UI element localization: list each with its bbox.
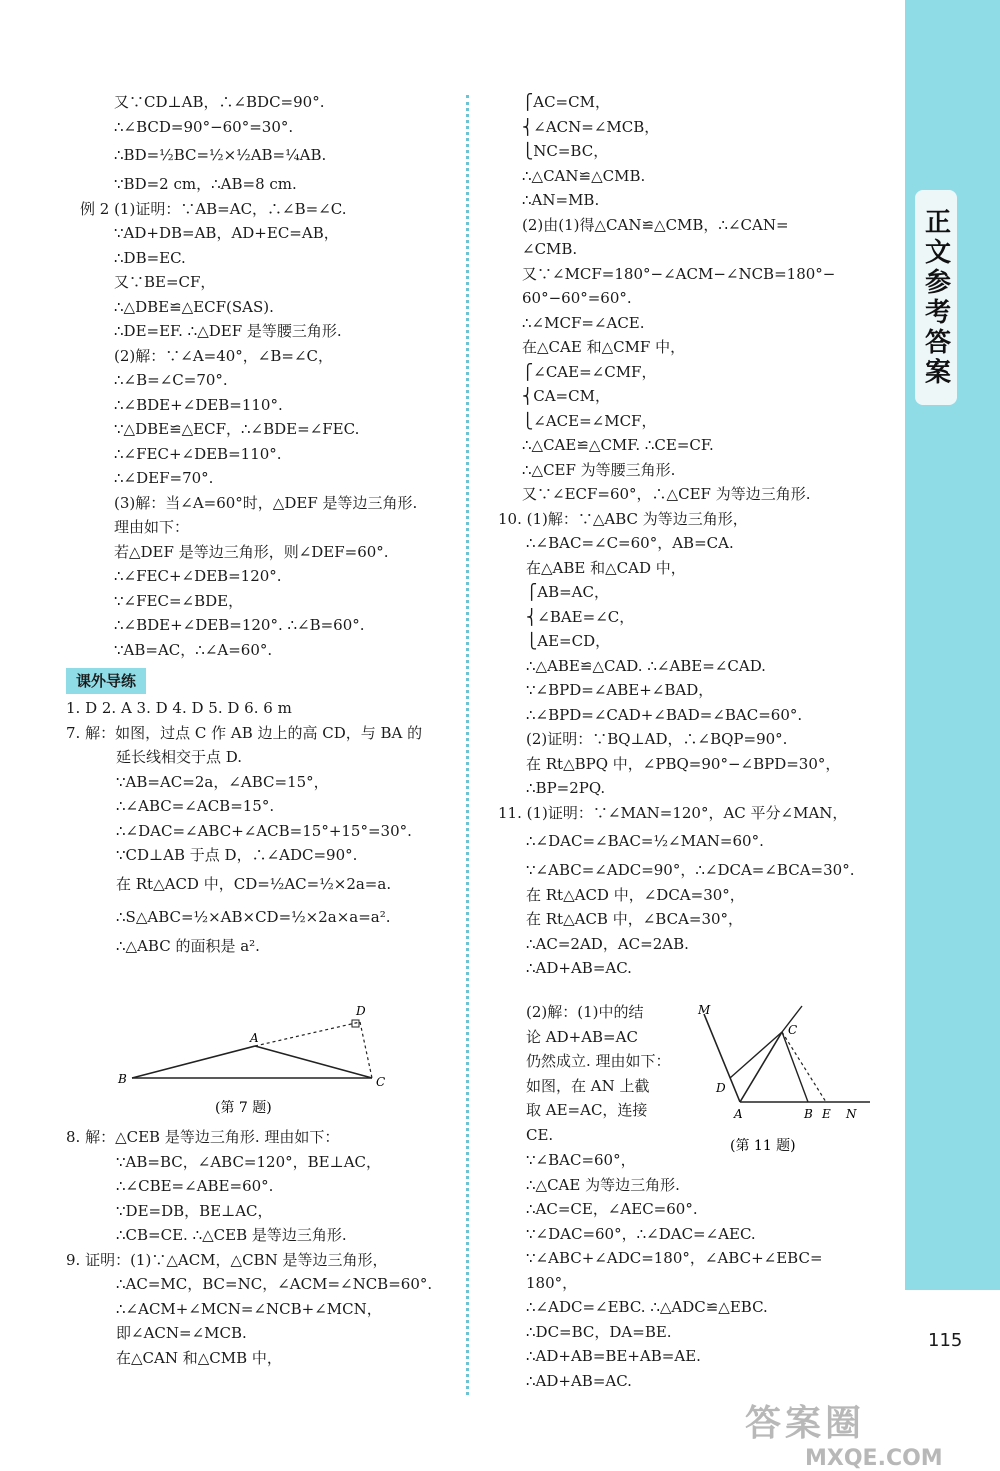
label-B: B xyxy=(118,1072,127,1086)
text-line: CE. xyxy=(526,1125,554,1144)
text-line: ∴AD+AB=AC. xyxy=(526,959,632,977)
text-line: ∴△DBE≌△ECF(SAS). xyxy=(114,297,274,316)
text-line: ∴∠MCF=∠ACE. xyxy=(522,313,645,332)
text-line: 在 Rt△ACB 中，∠BCA=30°， xyxy=(526,910,744,928)
figure-11-diagram xyxy=(690,1000,880,1160)
label-A: A xyxy=(734,1107,743,1121)
text-line: 又∵BE=CF， xyxy=(114,273,216,291)
text-line: 在 Rt△BPQ 中，∠PBQ=90°−∠BPD=30°， xyxy=(526,754,841,773)
text-line: ⎩∠ACE=∠MCF， xyxy=(522,411,657,430)
watermark-logo xyxy=(745,1395,995,1471)
figure-11 xyxy=(690,1000,880,1160)
page-number: 115 xyxy=(928,1330,963,1351)
segment-BA xyxy=(132,1046,255,1078)
column-divider xyxy=(466,95,469,1395)
text-line: 7. 解：如图，过点 C 作 AB 边上的高 CD，与 BA 的 xyxy=(66,723,423,742)
text-line: ⎧AC=CM， xyxy=(522,93,610,111)
text-line: 在 Rt△ACD 中，CD=½AC=½×2a=a. xyxy=(116,874,392,893)
label-B: B xyxy=(804,1107,813,1121)
text-line: ∴∠DAC=∠ABC+∠ACB=15°+15°=30°. xyxy=(116,821,412,840)
text-line: ∴AD+AB=AC. xyxy=(526,1371,632,1390)
text-line: ∴DE=EF. ∴△DEF 是等腰三角形. xyxy=(114,322,342,340)
text-line: ∴∠FEC+∠DEB=110°. xyxy=(114,444,282,463)
text-line: ∴△ABE≌△CAD. ∴∠ABE=∠CAD. xyxy=(526,656,766,675)
segment-CB xyxy=(782,1032,808,1102)
text-line: ∵BD=2 cm，∴AB=8 cm. xyxy=(114,175,297,193)
text-line: ∠CMB. xyxy=(522,240,578,258)
text-line: ∴△CAE 为等边三角形. xyxy=(526,1175,680,1194)
text-line: ∵∠ABC+∠ADC=180°，∠ABC+∠EBC= xyxy=(526,1249,823,1267)
text-line: ∵DE=DB，BE⊥AC， xyxy=(116,1201,273,1220)
segment-DC xyxy=(360,1022,372,1078)
text-line: ∴△CAE≌△CMF. ∴CE=CF. xyxy=(522,436,714,454)
text-line: ∴AC=2AD，AC=2AB. xyxy=(526,934,689,953)
text-line: ⎩AE=CD， xyxy=(526,632,611,650)
text-line: (3)解：当∠A=60°时，△DEF 是等边三角形. xyxy=(114,493,418,512)
text-line: ∴∠BDE+∠DEB=110°. xyxy=(114,395,283,414)
text-line: ∴CB=CE. ∴△CEB 是等边三角形. xyxy=(116,1226,347,1244)
sidebar-tab xyxy=(915,190,957,405)
text-line: ∴∠BPD=∠CAD+∠BAD=∠BAC=60°. xyxy=(526,705,803,724)
text-line: ∵∠ABC=∠ADC=90°，∴∠DCA=∠BCA=30°. xyxy=(526,861,855,879)
right-column-a xyxy=(498,90,898,981)
text-line: 仍然成立. 理由如下： xyxy=(526,1052,671,1070)
text-line: 在△ABE 和△CAD 中， xyxy=(526,558,686,577)
text-line: ∴AD+AB=BE+AB=AE. xyxy=(526,1347,701,1365)
label-E: E xyxy=(822,1107,831,1121)
text-line: ∴△ABC 的面积是 a². xyxy=(116,936,260,955)
text-line: 10. (1)解：∵△ABC 为等边三角形， xyxy=(498,509,748,528)
text-line: ⎧∠CAE=∠CMF， xyxy=(522,362,657,381)
figure-7 xyxy=(110,1000,400,1120)
text-line: ∴∠CBE=∠ABE=60°. xyxy=(116,1177,274,1195)
text-line: ∴∠DAC=∠BAC=½∠MAN=60°. xyxy=(526,832,764,850)
segment-AC xyxy=(255,1046,372,1078)
text-line: ⎨∠BAE=∠C， xyxy=(526,607,635,626)
label-M: M xyxy=(698,1003,711,1017)
text-line: 在△CAN 和△CMB 中， xyxy=(116,1348,282,1367)
label-N: N xyxy=(846,1107,857,1121)
right-column-c xyxy=(498,1148,898,1393)
figure-7-caption: (第 7 题) xyxy=(215,1100,272,1116)
text-line: ∵∠FEC=∠BDE， xyxy=(114,591,244,610)
text-line: ∴S△ABC=½×AB×CD=½×2a×a=a². xyxy=(116,907,391,926)
text-line: 又∵CD⊥AB，∴∠BDC=90°. xyxy=(114,93,325,111)
text-line: ∴BP=2PQ. xyxy=(526,779,606,797)
text-line: ∵△DBE≌△ECF，∴∠BDE=∠FEC. xyxy=(114,420,360,438)
left-bottom-block-b xyxy=(66,1125,456,1370)
right-column-b xyxy=(498,1000,688,1147)
text-line: (2)证明：∵BQ⊥AD，∴∠BQP=90°. xyxy=(526,730,788,748)
text-line: ∴DC=BC，DA=BE. xyxy=(526,1322,672,1341)
text-line: 若△DEF 是等边三角形，则∠DEF=60°. xyxy=(114,542,389,561)
text-line: ∴∠B=∠C=70°. xyxy=(114,371,228,389)
section-heading: 课外导练 xyxy=(66,668,146,694)
text-line: 在 Rt△ACD 中，∠DCA=30°， xyxy=(526,885,745,904)
label-C: C xyxy=(788,1023,798,1037)
text-line: 60°−60°=60°. xyxy=(522,289,632,307)
text-line: 论 AD+AB=AC xyxy=(526,1027,638,1046)
sidebar-label: 正文参考答案 xyxy=(920,207,951,388)
left-bottom-block-a xyxy=(66,696,456,958)
text-line: ∴∠BCD=90°−60°=30°. xyxy=(114,117,294,136)
text-line: ∴∠ACM+∠MCN=∠NCB+∠MCN， xyxy=(116,1299,382,1318)
text-line: ∵∠DAC=60°，∴∠DAC=∠AEC. xyxy=(526,1224,756,1243)
text-line: ∴△CAN≌△CMB. xyxy=(522,166,646,185)
text-line: 又∵∠ECF=60°，∴△CEF 为等边三角形. xyxy=(522,485,811,503)
left-top-block xyxy=(66,90,456,662)
text-line: ∴AC=MC，BC=NC，∠ACM=∠NCB=60°. xyxy=(116,1275,433,1293)
text-line: ∴∠BDE+∠DEB=120°. ∴∠B=60°. xyxy=(114,616,365,634)
text-line: ∵AB=AC=2a，∠ABC=15°， xyxy=(116,772,329,791)
text-line: ∴AN=MB. xyxy=(522,191,600,209)
text-line: 如图，在 AN 上截 xyxy=(526,1076,650,1095)
text-line: 8. 解：△CEB 是等边三角形. 理由如下： xyxy=(66,1128,340,1146)
text-line: 延长线相交于点 D. xyxy=(116,748,243,766)
text-line: 180°， xyxy=(526,1273,578,1292)
text-line: ⎨CA=CM， xyxy=(522,387,610,405)
text-line: ∴AC=CE，∠AEC=60°. xyxy=(526,1200,698,1218)
text-line: ∴∠ABC=∠ACB=15°. xyxy=(116,797,275,815)
text-line: 11. (1)证明：∵∠MAN=120°，AC 平分∠MAN， xyxy=(498,803,848,822)
label-D: D xyxy=(356,1004,366,1018)
watermark-bottom: MXQE.COM xyxy=(805,1446,943,1471)
text-line: ⎩NC=BC， xyxy=(522,142,609,160)
text-line: 在△CAE 和△CMF 中， xyxy=(522,338,686,356)
text-line: ∵∠BPD=∠ABE+∠BAD， xyxy=(526,681,714,699)
figure-7-diagram xyxy=(110,1000,400,1120)
text-line: ⎧AB=AC， xyxy=(526,583,609,601)
text-line: 又∵∠MCF=180°−∠ACM−∠NCB=180°− xyxy=(522,264,836,283)
text-line: 例 2 (1)证明：∵AB=AC，∴∠B=∠C. xyxy=(80,199,347,218)
text-line: 取 AE=AC，连接 xyxy=(526,1101,648,1119)
text-line: ∵AD+DB=AB，AD+EC=AB， xyxy=(114,224,339,242)
left-column xyxy=(66,90,456,958)
text-line: ∴DB=EC. xyxy=(114,248,186,267)
watermark-top: 答案圈 xyxy=(745,1403,866,1444)
text-line: 1. D 2. A 3. D 4. D 5. D 6. 6 m xyxy=(66,699,292,717)
label-A: A xyxy=(250,1031,259,1045)
text-line: ∵AB=BC，∠ABC=120°，BE⊥AC， xyxy=(116,1152,382,1171)
text-line: (2)解：(1)中的结 xyxy=(526,1003,644,1021)
text-line: ∴∠ADC=∠EBC. ∴△ADC≌△EBC. xyxy=(526,1298,768,1316)
text-line: (2)解：∵∠A=40°，∠B=∠C， xyxy=(114,346,334,365)
text-line: (2)由(1)得△CAN≌△CMB，∴∠CAN= xyxy=(522,215,789,234)
label-C: C xyxy=(376,1075,386,1089)
figure-11-caption: (第 11 题) xyxy=(730,1138,796,1154)
segment-AD-extension xyxy=(255,1022,360,1046)
text-line: ⎨∠ACN=∠MCB， xyxy=(522,117,660,136)
text-line: 9. 证明：(1)∵△ACM，△CBN 是等边三角形， xyxy=(66,1250,388,1269)
text-line: ∵CD⊥AB 于点 D，∴∠ADC=90°. xyxy=(116,846,358,864)
text-line: ∴∠DEF=70°. xyxy=(114,469,214,487)
text-line: ∵AB=AC，∴∠A=60°. xyxy=(114,640,273,659)
text-line: ∴△CEF 为等腰三角形. xyxy=(522,460,676,479)
label-D: D xyxy=(716,1081,726,1095)
text-line: ∵∠BAC=60°， xyxy=(526,1151,636,1169)
segment-AC xyxy=(740,1032,782,1102)
text-line: 理由如下： xyxy=(114,518,190,536)
text-line: ∴BD=½BC=½×½AB=¼AB. xyxy=(114,146,327,164)
segment-CD xyxy=(730,1032,782,1078)
text-line: 即∠ACN=∠MCB. xyxy=(116,1324,247,1342)
text-line: ∴∠FEC+∠DEB=120°. xyxy=(114,567,282,585)
text-line: ∴∠BAC=∠C=60°，AB=CA. xyxy=(526,534,734,552)
